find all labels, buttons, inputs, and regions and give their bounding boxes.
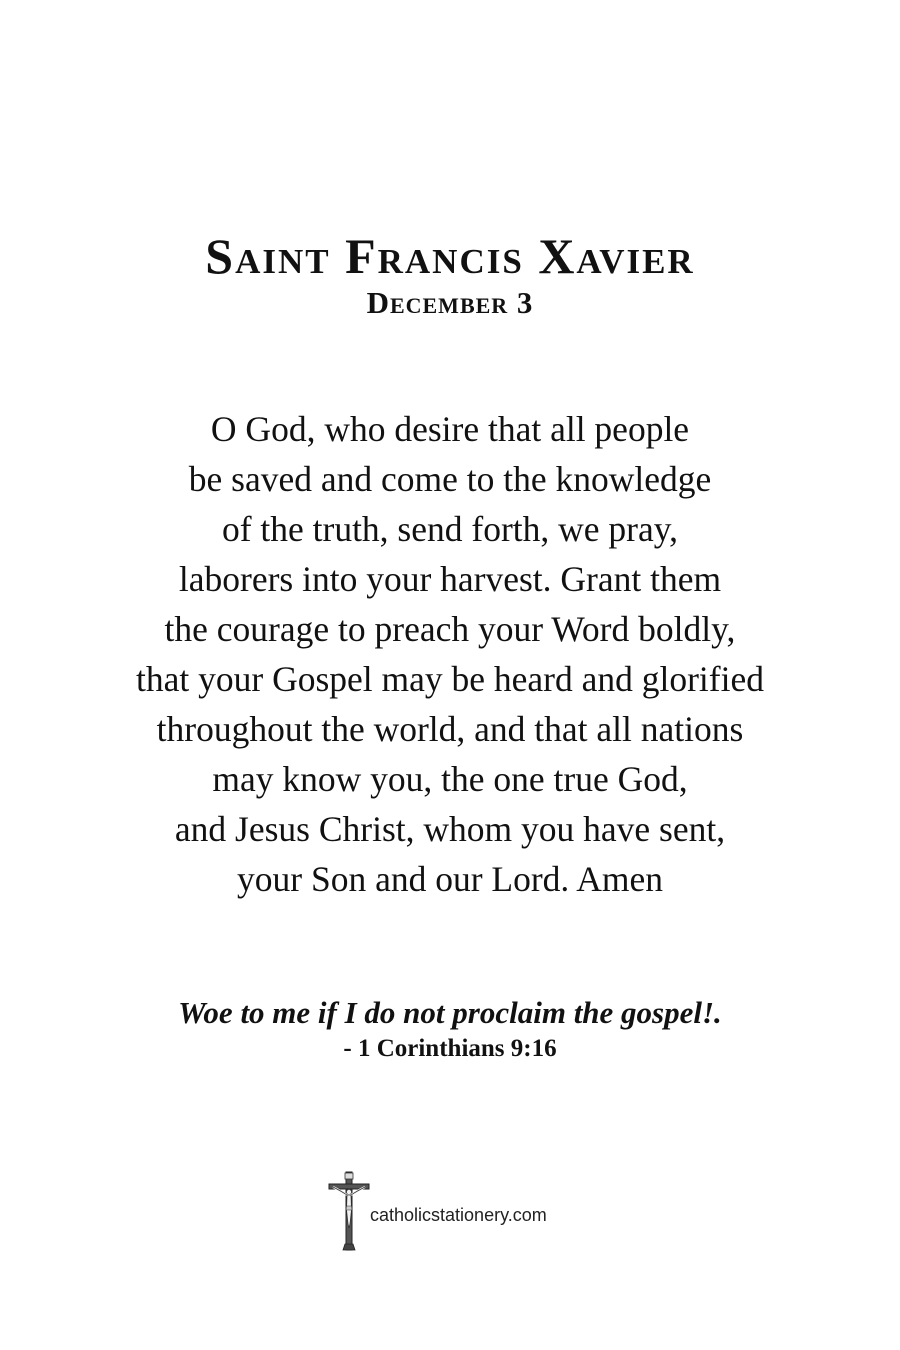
prayer-line: that your Gospel may be heard and glorified	[136, 659, 764, 699]
feast-date: December 3	[366, 285, 534, 320]
saint-name: Saint Francis Xavier	[205, 228, 695, 284]
scripture-verse: Woe to me if I do not proclaim the gospel!.	[178, 995, 722, 1030]
prayer-line: may know you, the one true God,	[212, 759, 688, 799]
prayer-line: be saved and come to the knowledge	[188, 459, 712, 499]
prayer-line: and Jesus Christ, whom you have sent,	[174, 809, 726, 849]
prayer-line: your Son and our Lord. Amen	[237, 859, 663, 899]
card-header	[0, 228, 900, 320]
scripture-citation: - 1 Corinthians 9:16	[343, 1035, 557, 1062]
scripture-quote	[0, 993, 900, 1065]
prayer-line: the courage to preach your Word boldly,	[164, 609, 736, 649]
prayer-text	[0, 404, 900, 904]
crucifix-icon	[326, 1170, 372, 1252]
prayer-line: of the truth, send forth, we pray,	[221, 509, 679, 549]
prayer-line: throughout the world, and that all nations	[156, 709, 744, 749]
prayer-line: O God, who desire that all people	[210, 409, 690, 449]
website-link[interactable]: catholicstationery.com	[370, 1204, 547, 1225]
prayer-line: laborers into your harvest. Grant them	[178, 559, 722, 599]
footer-branding	[326, 1170, 547, 1252]
